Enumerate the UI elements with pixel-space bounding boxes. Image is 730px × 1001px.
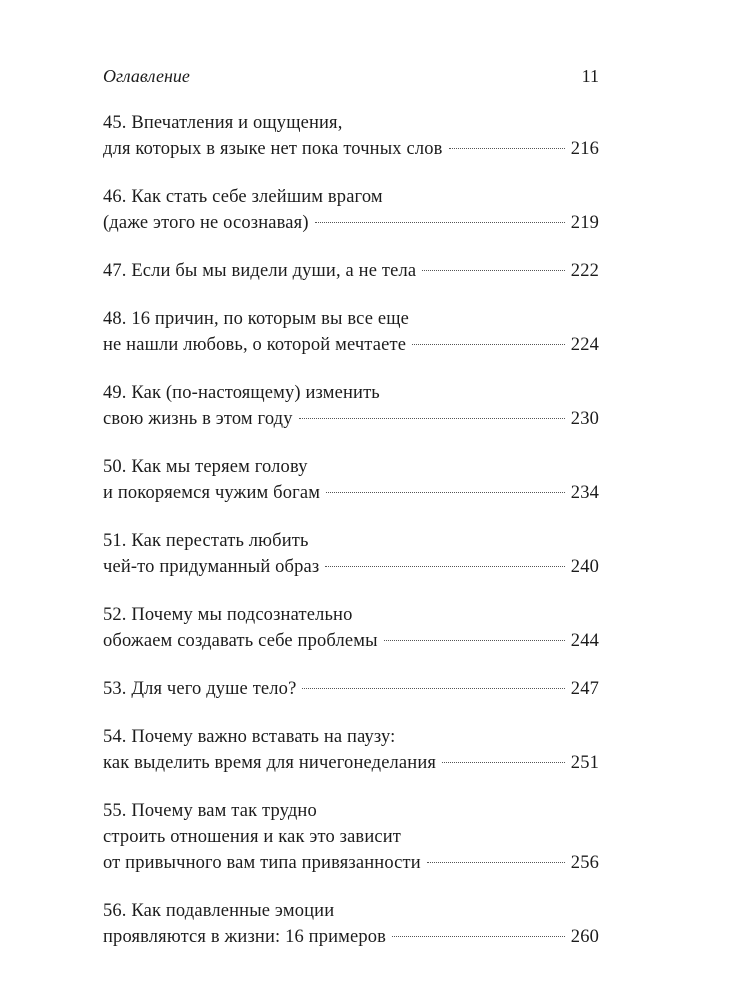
toc-entry-last-line [103, 406, 599, 432]
toc-entry [103, 306, 599, 358]
dot-leader [384, 640, 565, 641]
toc-entry-title-line: 50. Как мы теряем голову [103, 457, 308, 477]
toc-entry-last-line [103, 850, 599, 876]
toc-entry-last-line [103, 628, 599, 654]
dot-leader [299, 418, 565, 419]
toc-entry-page-number: 216 [570, 139, 599, 159]
toc-entry [103, 110, 599, 162]
toc-entry-page-number: 256 [570, 853, 599, 873]
toc-entry-page-number: 219 [570, 213, 599, 233]
dot-leader [325, 566, 564, 567]
toc-entry-title-line: 45. Впечатления и ощущения, [103, 113, 343, 133]
toc-entry-title-line: обожаем создавать себе проблемы [103, 631, 378, 651]
toc-entry [103, 602, 599, 654]
dot-leader [392, 936, 565, 937]
dot-leader [326, 492, 565, 493]
toc-entry-title-line: 51. Как перестать любить [103, 531, 309, 551]
toc-entry-page-number: 251 [570, 753, 599, 773]
toc-entry-last-line [103, 676, 599, 702]
dot-leader [427, 862, 565, 863]
dot-leader [412, 344, 565, 345]
toc-entry-title-line: 55. Почему вам так трудно [103, 801, 317, 821]
toc-entry-title-line: для которых в языке нет пока точных слов [103, 139, 443, 159]
toc-entry [103, 454, 599, 506]
toc-entry-page-number: 260 [570, 927, 599, 947]
toc-entry-title-line: 56. Как подавленные эмоции [103, 901, 335, 921]
toc-entry [103, 258, 599, 284]
dot-leader [302, 688, 564, 689]
toc-entry-page-number: 230 [570, 409, 599, 429]
toc-entry-title-line: и покоряемся чужим богам [103, 483, 321, 503]
toc-entry [103, 798, 599, 876]
toc-entry-title-line: 54. Почему важно вставать на паузу: [103, 727, 396, 747]
running-head [103, 66, 599, 94]
toc-entry-page-number: 222 [570, 261, 599, 281]
toc-entry-title-line: 46. Как стать себе злейшим врагом [103, 187, 383, 207]
toc-entry-title-line: как выделить время для ничегонеделания [103, 753, 437, 773]
toc-entry-last-line [103, 554, 599, 580]
toc-entry-last-line [103, 480, 599, 506]
toc-entry [103, 380, 599, 432]
toc-entry-title-line: 48. 16 причин, по которым вы все еще [103, 309, 409, 329]
toc-entry [103, 528, 599, 580]
toc-entry-last-line [103, 924, 599, 950]
toc-entry-title-line: не нашли любовь, о которой мечтаете [103, 335, 407, 355]
toc-entry-last-line [103, 750, 599, 776]
toc-entry-title-line: 53. Для чего душе тело? [103, 679, 297, 699]
toc-entry-page-number: 240 [570, 557, 599, 577]
dot-leader [442, 762, 565, 763]
toc-entry-last-line [103, 258, 599, 284]
toc-entry-title-line: 49. Как (по-настоящему) изменить [103, 383, 380, 403]
section-title: Оглавление [103, 66, 190, 86]
toc-entry [103, 184, 599, 236]
toc-entry-page-number: 234 [570, 483, 599, 503]
toc-entry-page-number: 224 [570, 335, 599, 355]
toc-entry-last-line [103, 332, 599, 358]
toc-entry [103, 898, 599, 950]
toc-entry-title-line: проявляются в жизни: 16 примеров [103, 927, 387, 947]
dot-leader [315, 222, 565, 223]
toc-entry-page-number: 244 [570, 631, 599, 651]
toc-entry-title-line: свою жизнь в этом году [103, 409, 293, 429]
toc-entry-title-line: от привычного вам типа привязанности [103, 853, 421, 873]
toc-entry-title-line: 52. Почему мы подсознательно [103, 605, 353, 625]
toc-entry-title-line: 47. Если бы мы видели души, а не тела [103, 261, 417, 281]
toc-entry-title-line: строить отношения и как это зависит [103, 827, 402, 847]
toc-entry-last-line [103, 210, 599, 236]
toc-entry-title-line: (даже этого не осознавая) [103, 213, 309, 233]
toc-entry-page-number: 247 [570, 679, 599, 699]
toc-entry-last-line [103, 136, 599, 162]
toc-entry [103, 724, 599, 776]
dot-leader [422, 270, 565, 271]
toc-entry [103, 676, 599, 702]
toc-entry-title-line: чей-то придуманный образ [103, 557, 320, 577]
table-of-contents [103, 110, 599, 950]
page-number: 11 [581, 66, 599, 86]
dot-leader [449, 148, 565, 149]
